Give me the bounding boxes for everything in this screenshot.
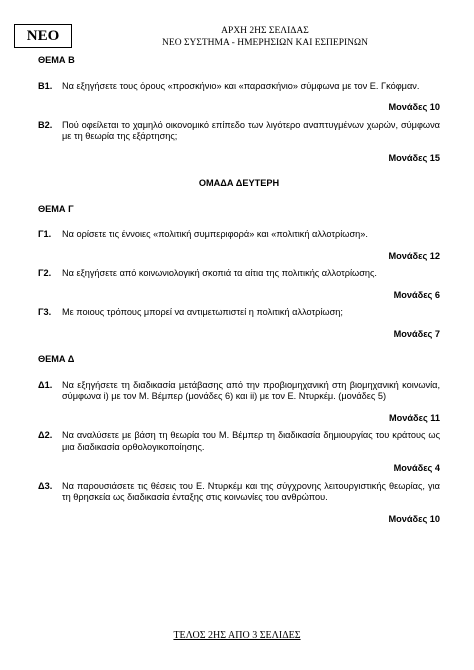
question-b2 [38, 120, 440, 143]
group-two-heading: ΟΜΑΔΑ ΔΕΥΤΕΡΗ [198, 178, 280, 188]
question-text: Να ορίσετε τις έννοιες «πολιτική συμπεριφορά» και «πολιτική αλλοτρίωση». [62, 229, 368, 239]
marks-g2: Μονάδες 6 [393, 289, 440, 300]
marks-g3: Μονάδες 7 [393, 328, 440, 339]
question-d2 [38, 430, 440, 453]
page-header-start: ΑΡΧΗ 2ΗΣ ΣΕΛΙΔΑΣ [221, 26, 309, 36]
question-text: Να αναλύσετε με βάση τη θεωρία του Μ. Βέμπερ τη διαδικασία δημιουργίας του κράτους ως μια διαδικασία ορθολογικοποίησης. [62, 430, 440, 452]
question-number: Δ2. [38, 430, 53, 440]
question-number: Γ2. [38, 268, 52, 278]
question-g3 [38, 307, 440, 319]
question-number: Γ3. [38, 307, 52, 317]
question-text: Να παρουσιάσετε τις θέσεις του Ε. Ντυρκέμ και της σύγχρονης λειτουργιστικής θεωρίας, για τη θρησκεία ως διαδικασία ένταξης στις κοινωνίες του ανθρώπου. [62, 480, 440, 502]
exam-content [38, 55, 440, 525]
question-b1 [38, 81, 440, 93]
question-g2 [38, 268, 440, 280]
thema-g-title: ΘΕΜΑ Γ [38, 203, 74, 214]
page-footer: ΤΕΛΟΣ 2ΗΣ ΑΠΟ 3 ΣΕΛΙΔΕΣ [173, 630, 301, 641]
marks-b2: Μονάδες 15 [388, 152, 440, 163]
question-d1 [38, 380, 440, 403]
neo-badge: NEO [14, 24, 72, 48]
question-number: Β1. [38, 80, 53, 91]
question-number: Β2. [38, 119, 53, 130]
thema-b-title: ΘΕΜΑ Β [38, 55, 75, 65]
question-number: Δ1. [38, 379, 53, 390]
marks-d3: Μονάδες 10 [388, 513, 440, 524]
question-text: Να εξηγήσετε τους όρους «προσκήνιο» και «παρασκήνιο» σύμφωνα με τον Ε. Γκόφμαν. [62, 80, 420, 91]
question-number: Δ3. [38, 480, 53, 491]
question-g1 [38, 229, 440, 241]
marks-b1: Μονάδες 10 [388, 102, 440, 112]
question-text: Πού οφείλεται το χαμηλό οικονομικό επίπεδο των λιγότερο αναπτυγμένων χωρών, σύμφωνα με τη θεωρία της εξάρτησης; [62, 119, 440, 141]
marks-g1: Μονάδες 12 [388, 250, 440, 261]
question-text: Να εξηγήσετε τη διαδικασία μετάβασης από την προβιομηχανική στη βιομηχανική κοινωνία, σύμφωνα i) με τον Μ. Βέμπερ (μονάδες 6) και ii) με τον Ε. Ντυρκέμ. (μονάδες 5) [62, 379, 440, 401]
thema-d-title: ΘΕΜΑ Δ [38, 354, 75, 364]
question-d3 [38, 481, 440, 504]
question-number: Γ1. [38, 229, 52, 239]
marks-d2: Μονάδες 4 [393, 463, 440, 473]
page-header-system: ΝΕΟ ΣΥΣΤΗΜΑ - ΗΜΕΡΗΣΙΩΝ ΚΑΙ ΕΣΠΕΡΙΝΩΝ [162, 38, 368, 48]
question-text: Με ποιους τρόπους μπορεί να αντιμετωπιστεί η πολιτική αλλοτρίωση; [62, 307, 343, 317]
question-text: Να εξηγήσετε από κοινωνιολογική σκοπιά τα αίτια της πολιτικής αλλοτρίωσης. [62, 268, 377, 278]
marks-d1: Μονάδες 11 [389, 412, 440, 423]
